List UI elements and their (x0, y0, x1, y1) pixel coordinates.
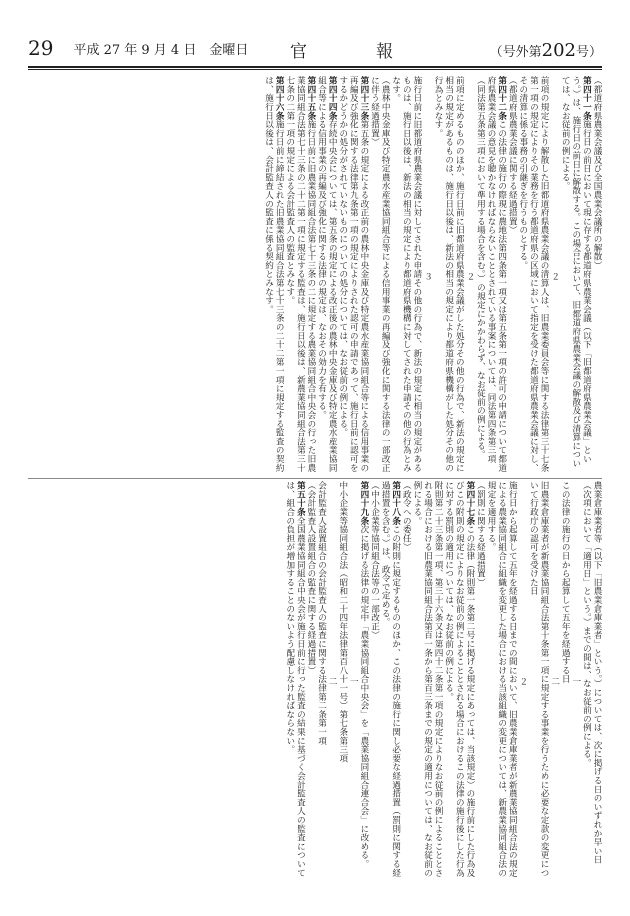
tier2-num: 二 (549, 676, 560, 686)
tier2-num: 一 (570, 676, 581, 686)
article-label: 第四十六条 (274, 76, 285, 120)
article-label: 第四十一条 (581, 76, 592, 120)
tier2-para: （政令への委任） (401, 481, 412, 552)
tier1-para: （都道府県農業会議に関する経過措置） (507, 76, 518, 235)
tier1-para: （都道府県農業会議及び全国農業会議所の解散） (592, 76, 602, 270)
tier2-para: 会計監査人設置組合の会計監査人の監査に関する法律第二条第一項 (316, 481, 327, 745)
page-number: 29 (28, 36, 54, 60)
article-text: この法律の施行の際現に農地法第四条第一項又は第五条第一項の許可の申請について都道府県農業会議の意見を聴かなければならないこととされている事案については、同法第四条第三項（同法第五条第三項において準用する場合を含む。）の規定にかかわらず、なお従前の例による。 (475, 76, 507, 472)
tier1-article (316, 76, 337, 476)
tier2-para: （罰則に関する経過措置） (475, 481, 486, 587)
article-label: 第四十五条 (305, 76, 316, 120)
tier1-article (263, 76, 284, 476)
tier1-para: 前項に定めるもののほか、施行日前に旧都道府県農業会議がした処分その他の行為で、新法の規定に相当の規定があるものは、施行日以後は、新法の相当の規定により都道府県機構がした処分その他の行為とみなす。 (433, 76, 465, 472)
tier2-num: 一 (348, 676, 359, 686)
article-label: 第四十三条 (358, 76, 369, 120)
extra-number: 202 (541, 40, 576, 61)
article-label: 第五十条 (295, 481, 306, 517)
extra-suffix: 号） (575, 45, 602, 60)
tier1-article (284, 76, 316, 476)
article-text: 第五条の規定による改正前の農林中央金庫及び特定農水産業協同組合等による信用事業の再編及び強化に関する法律第九条第一項の規定によりされた認可の申請であって、施行日前に認可をするかどうかの処分がされていないものについての処分については、なお従前の例による。 (337, 76, 369, 472)
article-text: この法律（附則第一条第二号に掲げる規定にあっては、当該規定）の施行前にした行為及びこの附則の規定によりなお従前の例によることとされる場合におけるこの法律の施行後にした行為に対する罰則の適用については、なお従前の例による。 (443, 481, 475, 877)
article-text: 施行日の前日において現に存する都道府県農業会議（以下「旧都道府県農業会議」という。）は、施行日の前日に解散する。この場合において、旧都道府県農業会議の解散及び清算については、なお従前の例による。 (560, 76, 592, 468)
article-text: この附則に規定するもののほか、この法律の施行に関し必要な経過措置（罰則に関する経過措置を含む。）は、政令で定める。 (380, 481, 401, 877)
tier1-para: 施行日前に旧都道府県農業会議に対してされた申請その他の行為で、新法の規定に相当の規定があるものは、施行日以後は、新法の相当の規定により都道府県機構に対してされた申請その他の行為とみなす。 (390, 76, 422, 472)
page-header (28, 34, 602, 62)
tier2-para: 中小企業等協同組合法（昭和二十四年法律第百八十一号）第七条第三項 (337, 481, 348, 763)
article-text: 施行日前に旧農業協同組合法第七十三条の二に規定する農業協同組合中央会の行った旧農業協同組合法第七十三条の二十二第一項に規定する監査は、施行日以後は、新農業協同組合法第三十七条の二第一項の規定による会計監査人の監査とみなす。 (284, 76, 316, 472)
tier2-article (358, 481, 369, 881)
tier-divider (28, 478, 602, 479)
article-text: 施行日前に締結された旧農業協同組合法第七十三条の二十二第一項に規定する監査の契約は、施行日以後は、会計監査人の監査に係る契約とみなす。 (263, 76, 285, 472)
gazette-title: 官 報 (290, 42, 419, 62)
article-label: 第四十七条 (464, 481, 475, 525)
tier2-para: 附則第二十三条第一項、第三十六条又は第四十二条第一項の規定によりなお従前の例によることとされる場合における旧農業協同組合法第百一条から第百三条までの規定の適用については、なお従前の例による。 (411, 481, 444, 877)
article-label: 第四十九条 (358, 481, 369, 525)
header-rule-thin (28, 69, 602, 70)
article-text: 存続中央会については、第五条の規定による改正後の農林中央金庫及び特定農水産業協同組合等による信用事業の再編及び強化に関する法律の規定は、なおその効力を有する。 (316, 76, 338, 472)
article-label: 第四十四条 (327, 76, 338, 120)
extra-prefix: （号外第 (489, 45, 542, 60)
tier1-para: （農林中央金庫及び特定農水産業協同組合等による信用事業の再編及び強化に関する法律の一部改正に伴う経過措置） (369, 76, 391, 472)
tier2-article (380, 481, 401, 881)
tier2-num: 二 (327, 676, 338, 686)
article-text: 全国農業協同組合中央会が施行日前に行った監査の結果に基づく会計監査人の監査については、組合の負担が増加することのないよう配慮しなければならない。 (284, 481, 306, 878)
tier1-num: ２ (464, 271, 475, 281)
upper-tier (28, 76, 602, 476)
extra-issue (490, 40, 602, 61)
article-text: 次に掲げる法律の規定中「農業協同組合中央会」を「農業協同組合連合会」に改める。 (358, 525, 369, 869)
tier2-para: 施行日から起算して五年を経過する日までの間において、旧農業倉庫業者が新農業協同組合法の規定による農業協同組合に組織を変更した場合における当該組織の変更については、新農業協同組合法の規定を適用する。 (486, 481, 518, 877)
tier1-para: 前項の規定により解散した旧都道府県農業会議の清算人は、旧農業委員会等に関する法律第三十七条第一項の規定によりその業務を行う都道府県の区域において指定を受けた都道府県農業会議に対し、その清算に係る事務の引継ぎを行うものとする。 (517, 76, 550, 472)
tier1-num: ２ (549, 271, 560, 281)
lower-tier (28, 481, 602, 881)
tier2-para: （会計監査人設置組合の監査に関する経過措置） (305, 481, 316, 675)
tier2-article (443, 481, 475, 881)
tier1-num: ３ (422, 271, 433, 281)
article-label: 第四十二条 (496, 76, 507, 120)
issue-date: 平成 27 年 9 月 4 日 金曜日 (73, 42, 249, 58)
tier2-num: ２ (517, 676, 528, 686)
tier2-para: 旧農業倉庫業者が新農業協同組合法第十条第一項に規定する事業を行うために必要な定款の変更について行政庁の認可を受けた日 (528, 481, 550, 877)
header-rule (28, 66, 602, 68)
tier1-article (560, 76, 592, 476)
tier2-para: （中小企業等協同組合法等の一部改正） (369, 481, 380, 640)
tier1-article (337, 76, 369, 476)
tier2-para: 農業倉庫業者等（以下「旧農業倉庫業者」という。）については、次に掲げる日のいずれか早い日（次項において「適用日」という。）までの間は、なお従前の例による。 (581, 481, 602, 864)
tier1-article (475, 76, 507, 476)
tier2-article (284, 481, 305, 881)
article-label: 第四十八条 (390, 481, 401, 525)
tier2-para: この法律の施行の日から起算して五年を経過する日 (560, 481, 571, 684)
